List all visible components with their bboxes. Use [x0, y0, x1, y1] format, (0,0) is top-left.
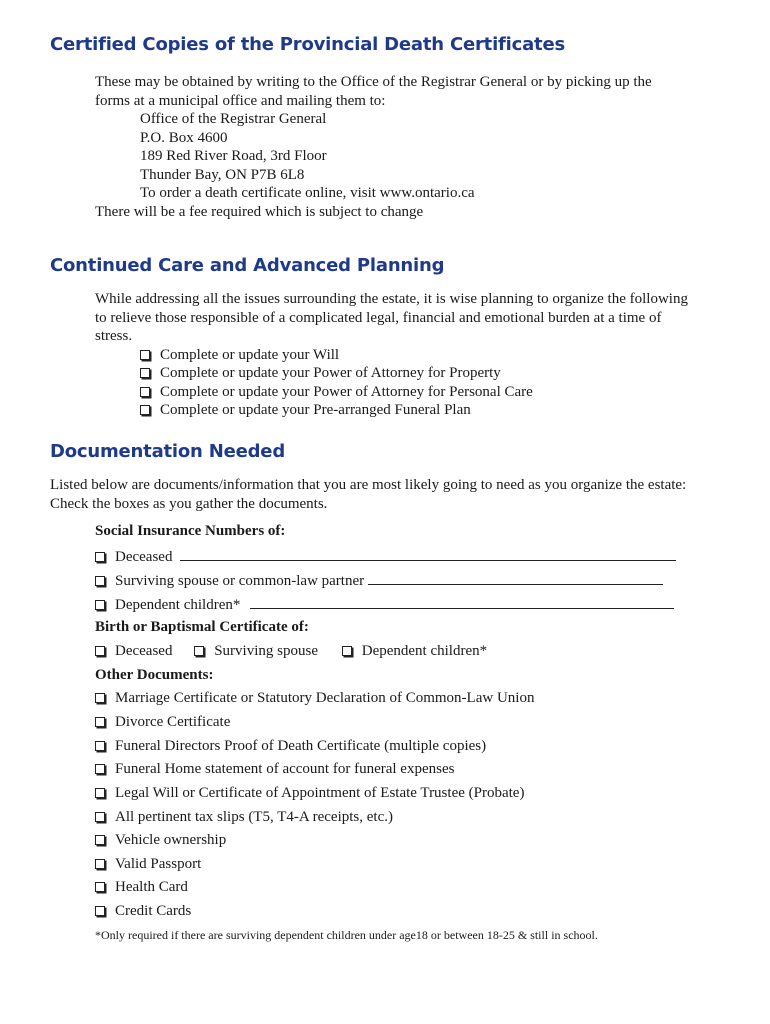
item-label: Funeral Directors Proof of Death Certificate (multiple copies)	[115, 738, 487, 754]
intro-line: These may be obtained by writing to the Office of the Registrar General or by picking up the	[95, 74, 652, 90]
other-item	[95, 714, 230, 731]
death-certificates-body	[95, 73, 652, 221]
checkbox[interactable]	[95, 600, 105, 610]
item-label: Valid Passport	[115, 856, 202, 872]
checkbox[interactable]	[342, 646, 352, 656]
intro-line: forms at a municipal office and mailing them to:	[95, 92, 386, 109]
intro-line: Listed below are documents/information that you are most likely going to need as you organize the estate:	[50, 477, 687, 493]
other-item	[95, 809, 393, 826]
documentation-intro	[50, 476, 686, 513]
checklist-item	[140, 401, 688, 420]
fee-note: There will be a fee required which is subject to change	[95, 203, 424, 220]
sin-item-spouse	[95, 571, 663, 590]
checkbox[interactable]	[194, 646, 204, 656]
checkbox[interactable]	[140, 405, 150, 415]
online-order-line: To order a death certificate online, visit www.ontario.ca	[140, 185, 475, 201]
sin-heading: Social Insurance Numbers of:	[95, 523, 286, 539]
intro-line: to relieve those responsible of a complicated legal, financial and emotional burden at a time of	[95, 309, 662, 326]
item-label: Health Card	[115, 879, 188, 895]
item-label: All pertinent tax slips (T5, T4-A receipts, etc.)	[115, 809, 393, 825]
item-label: Deceased	[115, 643, 173, 659]
checklist-item	[140, 346, 688, 365]
other-documents-heading: Other Documents:	[95, 667, 214, 683]
other-item	[95, 761, 454, 778]
birth-items	[95, 643, 487, 660]
checkbox[interactable]	[95, 788, 105, 798]
checkbox[interactable]	[95, 906, 105, 916]
item-label: Surviving spouse	[214, 643, 318, 659]
checklist-item	[140, 364, 688, 383]
address-line: Office of the Registrar General	[140, 111, 327, 127]
checklist-item-label: Complete or update your Pre-arranged Funeral Plan	[160, 402, 471, 418]
checkbox[interactable]	[95, 552, 105, 562]
checklist-item	[140, 383, 688, 402]
continued-care-heading: Continued Care and Advanced Planning	[50, 255, 445, 276]
documentation-heading: Documentation Needed	[50, 441, 286, 462]
sin-spouse-field[interactable]	[368, 571, 663, 585]
checkbox[interactable]	[140, 368, 150, 378]
item-label: Dependent children*	[361, 643, 488, 659]
checkbox[interactable]	[140, 350, 150, 360]
checkbox[interactable]	[95, 717, 105, 727]
checkbox[interactable]	[95, 859, 105, 869]
sin-item-children	[95, 595, 674, 614]
checkbox[interactable]	[140, 387, 150, 397]
item-label: Surviving spouse or common-law partner	[115, 573, 365, 589]
item-label: Marriage Certificate or Statutory Declaration of Common-Law Union	[115, 690, 535, 706]
checklist-item-label: Complete or update your Power of Attorney for Personal Care	[160, 383, 533, 400]
footnote: *Only required if there are surviving dependent children under age18 or between 18-25 & still in school.	[95, 928, 598, 942]
planning-checklist	[95, 346, 688, 420]
continued-care-body	[95, 290, 688, 420]
checkbox[interactable]	[95, 576, 105, 586]
death-certificates-heading: Certified Copies of the Provincial Death Certificates	[50, 34, 565, 55]
item-label: Legal Will or Certificate of Appointment of Estate Trustee (Probate)	[115, 785, 525, 801]
checkbox[interactable]	[95, 693, 105, 703]
checkbox[interactable]	[95, 812, 105, 822]
item-label: Credit Cards	[115, 903, 192, 919]
other-item	[95, 856, 201, 873]
item-label: Dependent children*	[115, 597, 241, 613]
sin-item-deceased	[95, 547, 676, 566]
checkbox[interactable]	[95, 764, 105, 774]
address-line: P.O. Box 4600	[140, 129, 228, 146]
item-label: Vehicle ownership	[115, 832, 227, 848]
intro-line: While addressing all the issues surrounding the estate, it is wise planning to organize the following	[95, 291, 688, 307]
other-item	[95, 738, 486, 755]
other-item	[95, 785, 524, 802]
intro-line: Check the boxes as you gather the documents.	[50, 495, 328, 512]
other-item	[95, 832, 226, 849]
checkbox[interactable]	[95, 741, 105, 751]
other-item	[95, 879, 188, 896]
intro-line: stress.	[95, 328, 133, 344]
other-item	[95, 903, 191, 920]
birth-heading: Birth or Baptismal Certificate of:	[95, 619, 309, 635]
other-item	[95, 690, 534, 707]
address-line: 189 Red River Road, 3rd Floor	[140, 148, 327, 164]
sin-children-field[interactable]	[250, 595, 674, 609]
item-label: Deceased	[115, 549, 173, 565]
item-label: Funeral Home statement of account for funeral expenses	[115, 761, 455, 777]
checkbox[interactable]	[95, 882, 105, 892]
checklist-item-label: Complete or update your Power of Attorney for Property	[160, 365, 501, 381]
item-label: Divorce Certificate	[115, 714, 231, 730]
address-line: Thunder Bay, ON P7B 6L8	[140, 166, 305, 183]
checklist-item-label: Complete or update your Will	[160, 346, 340, 363]
registrar-address	[95, 110, 652, 203]
checkbox[interactable]	[95, 646, 105, 656]
checkbox[interactable]	[95, 835, 105, 845]
sin-deceased-field[interactable]	[180, 547, 676, 561]
